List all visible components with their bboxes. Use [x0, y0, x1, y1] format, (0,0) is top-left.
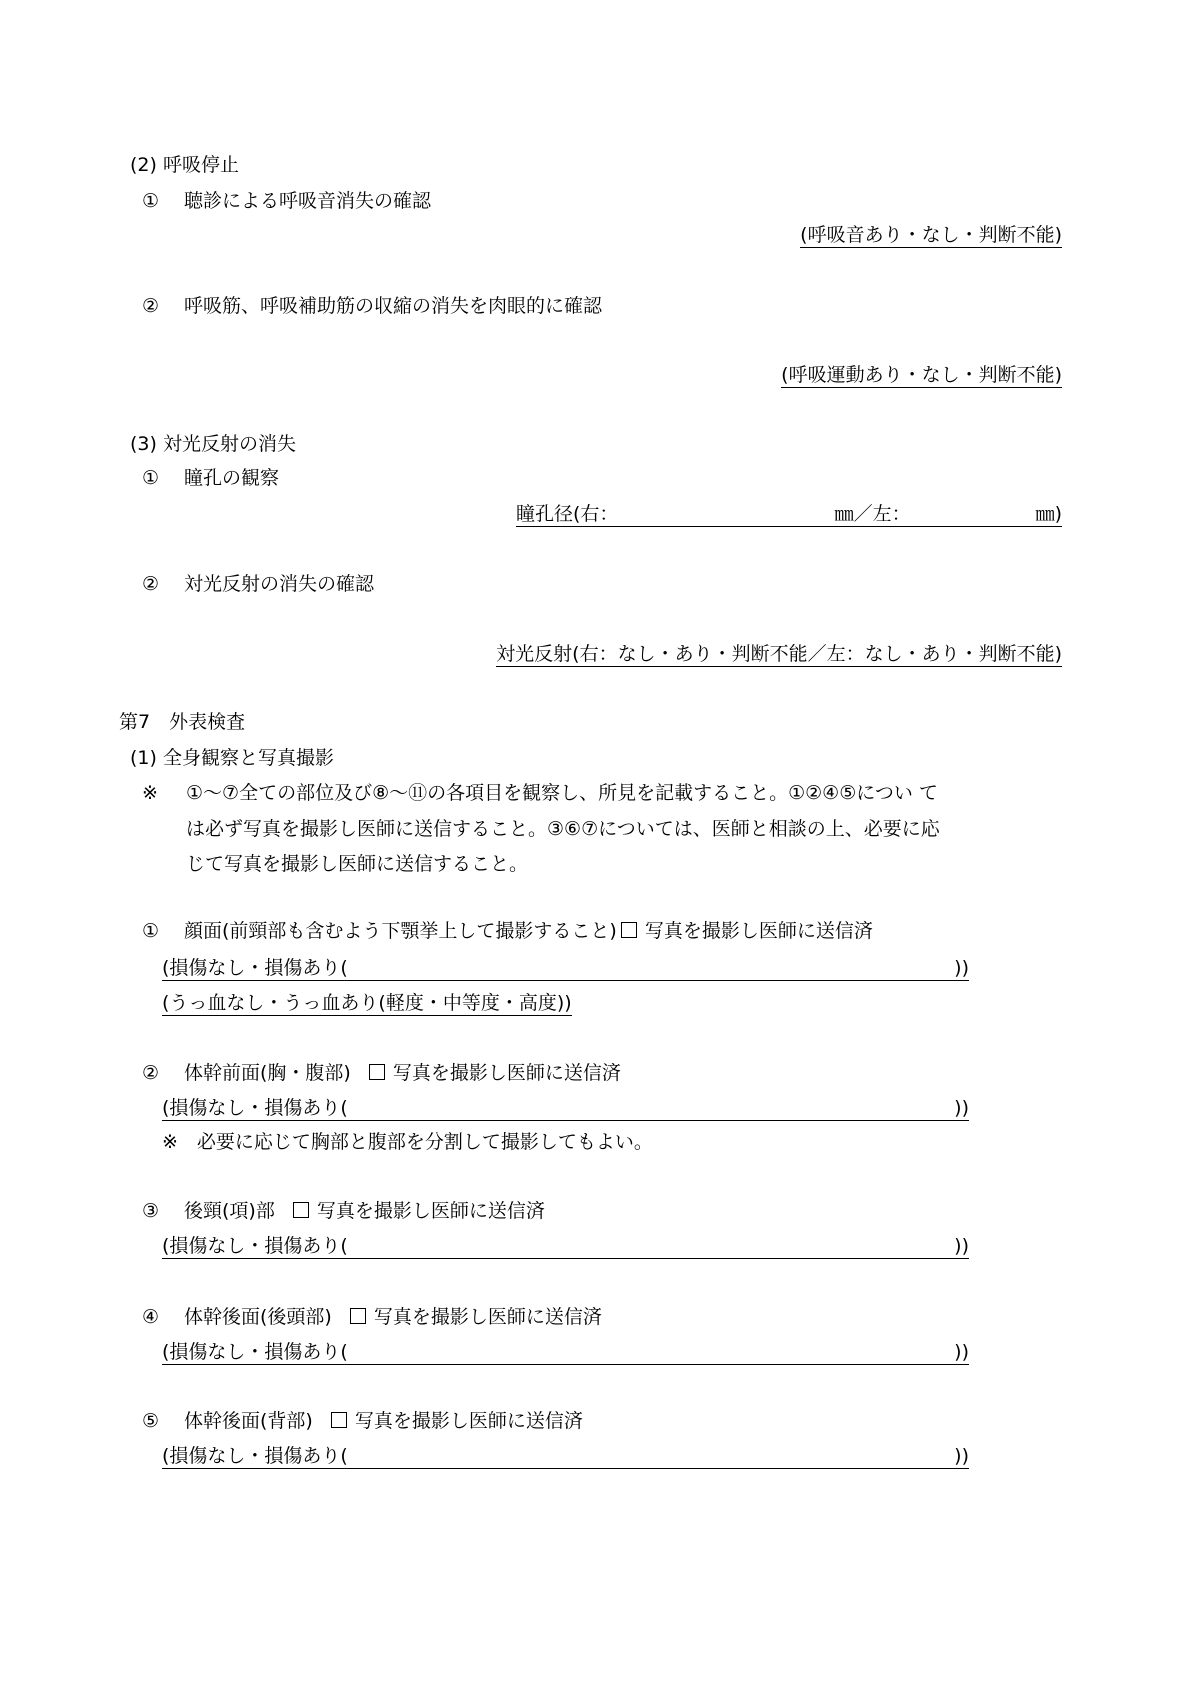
item-number: ① [142, 467, 160, 489]
checkbox-label: 写真を撮影し医師に送信済 [354, 1410, 583, 1432]
injury-options: (損傷なし・損傷あり( [162, 1097, 348, 1119]
injury-options: (損傷なし・損傷あり( [162, 957, 348, 979]
respiratory-movement-answer: (呼吸運動あり・なし・判断不能) [781, 364, 1062, 386]
pupil-right-label: 瞳孔径(右： [516, 503, 619, 525]
photo-sent-checkbox[interactable] [293, 1202, 309, 1218]
body-part-front-trunk [184, 1061, 621, 1085]
congestion-options: (うっ血なし・うっ血あり(軽度・中等度・高度)) [162, 992, 572, 1014]
injury-field[interactable] [162, 1340, 969, 1365]
note-mark: ※ [142, 782, 158, 804]
item-text: 体幹後面(背部) [184, 1410, 313, 1432]
item-text: 体幹前面(胸・腹部) [184, 1062, 351, 1084]
item-text: 聴診による呼吸音消失の確認 [184, 190, 432, 212]
field-end: )) [954, 1097, 969, 1119]
photo-sent-checkbox[interactable] [621, 922, 637, 938]
body-part-back [184, 1409, 583, 1433]
light-reflex-answer: 対光反射(右：なし・あり・判断不能／左：なし・あり・判断不能) [496, 643, 1062, 665]
pupil-diameter-field[interactable] [516, 502, 1062, 527]
item-text: 顔面(前頸部も含むよう下顎挙上して撮影すること) [184, 920, 617, 942]
pupil-left-label: ㎜／左： [834, 503, 911, 525]
item-number: ② [142, 1062, 160, 1084]
field-end: )) [954, 1445, 969, 1467]
body-part-face [184, 919, 873, 943]
photo-sent-checkbox[interactable] [369, 1064, 385, 1080]
injury-field[interactable] [162, 1444, 969, 1469]
note: ※ 必要に応じて胸部と腹部を分割して撮影してもよい。 [162, 1131, 653, 1153]
item-text: 呼吸筋、呼吸補助筋の収縮の消失を肉眼的に確認 [184, 295, 603, 317]
injury-options: (損傷なし・損傷あり( [162, 1341, 348, 1363]
injury-field[interactable] [162, 1096, 969, 1121]
checkbox-label: 写真を撮影し医師に送信済 [392, 1062, 621, 1084]
note-line: ①～⑦全ての部位及び⑧～⑪の各項目を観察し、所見を記載すること。①②④⑤につい て [186, 782, 938, 804]
body-part-back-head [184, 1305, 602, 1329]
section-heading-respiratory-arrest: (2) 呼吸停止 [130, 154, 239, 176]
field-end: )) [954, 1341, 969, 1363]
photo-sent-checkbox[interactable] [350, 1308, 366, 1324]
field-end: )) [954, 1235, 969, 1257]
injury-options: (損傷なし・損傷あり( [162, 1235, 348, 1257]
subsection-heading: (1) 全身観察と写真撮影 [130, 747, 334, 769]
item-number: ① [142, 920, 160, 942]
item-number: ④ [142, 1306, 160, 1328]
breath-sound-answer: (呼吸音あり・なし・判断不能) [800, 224, 1062, 246]
checkbox-label: 写真を撮影し医師に送信済 [316, 1200, 545, 1222]
field-end: )) [954, 957, 969, 979]
injury-field[interactable] [162, 956, 969, 981]
item-number: ② [142, 573, 160, 595]
item-number: ③ [142, 1200, 160, 1222]
item-text: 瞳孔の観察 [184, 467, 280, 489]
item-text: 体幹後面(後頭部) [184, 1306, 332, 1328]
section-heading-light-reflex: (3) 対光反射の消失 [130, 433, 296, 455]
item-text: 後頸(項)部 [184, 1200, 275, 1222]
photo-sent-checkbox[interactable] [331, 1412, 347, 1428]
checkbox-label: 写真を撮影し医師に送信済 [644, 920, 873, 942]
injury-field[interactable] [162, 1234, 969, 1259]
section-heading-external-exam: 第7 外表検査 [119, 711, 246, 733]
checkbox-label: 写真を撮影し医師に送信済 [373, 1306, 602, 1328]
item-number: ② [142, 295, 160, 317]
note-line: じて写真を撮影し医師に送信すること。 [186, 853, 529, 875]
body-part-nape [184, 1199, 545, 1223]
injury-options: (損傷なし・損傷あり( [162, 1445, 348, 1467]
note-line: は必ず写真を撮影し医師に送信すること。③⑥⑦については、医師と相談の上、必要に応 [186, 818, 940, 840]
item-number: ⑤ [142, 1410, 160, 1432]
item-number: ① [142, 190, 160, 212]
mm-unit: ㎜) [1035, 503, 1062, 525]
item-text: 対光反射の消失の確認 [184, 573, 375, 595]
